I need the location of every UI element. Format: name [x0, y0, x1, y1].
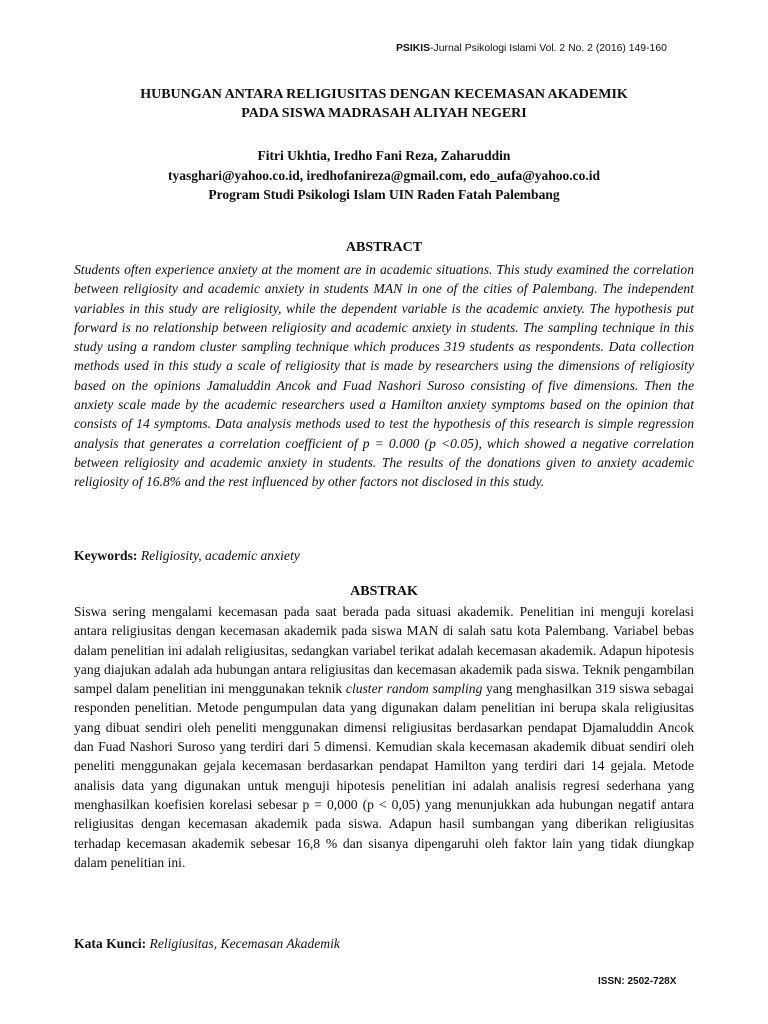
affiliation: Program Studi Psikologi Islam UIN Raden Fatah Palembang	[208, 187, 560, 202]
journal-header	[396, 43, 696, 54]
journal-name: PSIKIS	[396, 43, 431, 54]
kata-kunci-value: Religiusitas, Kecemasan Akademik	[146, 936, 340, 951]
authors: Fitri Ukhtia, Iredho Fani Reza, Zaharuddin	[257, 148, 511, 163]
title-line-1: HUBUNGAN ANTARA RELIGIUSITAS DENGAN KECEMASAN AKADEMIK	[140, 87, 628, 102]
issn: ISSN: 2502-728X	[598, 976, 677, 987]
abstract-heading: ABSTRACT	[345, 240, 423, 255]
kata-kunci	[74, 936, 694, 952]
kata-kunci-label: Kata Kunci:	[74, 936, 147, 951]
emails: tyasghari@yahoo.co.id, iredhofanireza@gmail.com, edo_aufa@yahoo.co.id	[167, 167, 601, 183]
abstrak-text-part1: Siswa sering mengalami kecemasan pada saat berada pada situasi akademik. Penelitian ini menguji korelasi antara religiusitas dengan kecemasan akademik pada siswa MAN di salah satu kota Palembang. Variabel bebas dalam penelitian ini adalah religiusitas, sedangkan variabel terikat adalah kecemasan akademik. Adapun hipotesis yang diajukan adalah ada hubungan antara religiusitas dan kecemasan akademik pada siswa. Teknik pengambilan sampel dalam penelitian ini menggunakan teknik	[74, 604, 694, 697]
keywords	[74, 548, 694, 564]
abstract-text: Students often experience anxiety at the moment are in academic situations. This study examined the correlation between religiosity and academic anxiety in students MAN in one of the cities of Palembang. The independent variables in this study are religiosity, while the dependent variable is the academic anxiety. The hypothesis put forward is no relationship between religiosity and academic anxiety in students. The sampling technique in this study using a random cluster sampling technique which produces 319 students as respondents. Data collection methods used in this study a scale of religiosity that is made by researchers using the dimensions of religiosity based on the opinions Jamaluddin Ancok and Fuad Nashori Suroso consisting of five dimensions. Then the anxiety scale made by the academic researchers used a Hamilton anxiety symptoms based on the opinion that consists of 14 symptoms. Data analysis methods used to test the hypothesis of this research is simple regression analysis that generates a correlation coefficient of p = 0.000 (p <0.05), which showed a negative correlation between religiosity and academic anxiety in students. The results of the donations given to anxiety academic religiosity of 16.8% and the rest influenced by other factors not disclosed in this study.	[74, 262, 694, 490]
title-line-2: PADA SISWA MADRASAH ALIYAH NEGERI	[241, 106, 527, 121]
journal-volume: -Jurnal Psikologi Islami Vol. 2 No. 2 (2016) 149-160	[430, 43, 667, 54]
abstrak-text-italic: cluster random sampling	[345, 681, 483, 697]
abstrak-text-part2: yang menghasilkan 319 siswa sebagai responden penelitian. Metode pengumpulan data yang digunakan dalam penelitian ini berupa skala religiusitas yang dibuat sendiri oleh peneliti menggunakan dimensi religiusitas berdasarkan pendapat Djamaluddin Ancok dan Fuad Nashori Suroso yang terdiri dari 5 dimensi. Kemudian skala kecemasan akademik dibuat sendiri oleh peneliti menggunakan gejala kecemasan berdasarkan pendapat Hamilton yang terdiri dari 14 gejala. Metode analisis data yang digunakan untuk menguji hipotesis penelitian ini adalah analisis regresi sederhana yang menghasilkan koefisien korelasi sebesar p = 0,000 (p < 0,05) yang menunjukkan ada hubungan negatif antara religiusitas dengan kecemasan akademik pada siswa. Adapun hasil sumbangan yang diberikan religiusitas terhadap kecemasan akademik sebesar 16,8 % dan sisanya dipengaruhi oleh faktor lain yang tidak diungkap dalam penelitian ini.	[74, 681, 695, 870]
author-block	[74, 146, 694, 205]
abstrak-text	[74, 602, 694, 872]
keywords-label: Keywords:	[74, 548, 138, 563]
abstrak-heading: ABSTRAK	[350, 584, 418, 599]
paper-title	[74, 85, 694, 123]
keywords-value: Religiosity, academic anxiety	[137, 548, 300, 563]
